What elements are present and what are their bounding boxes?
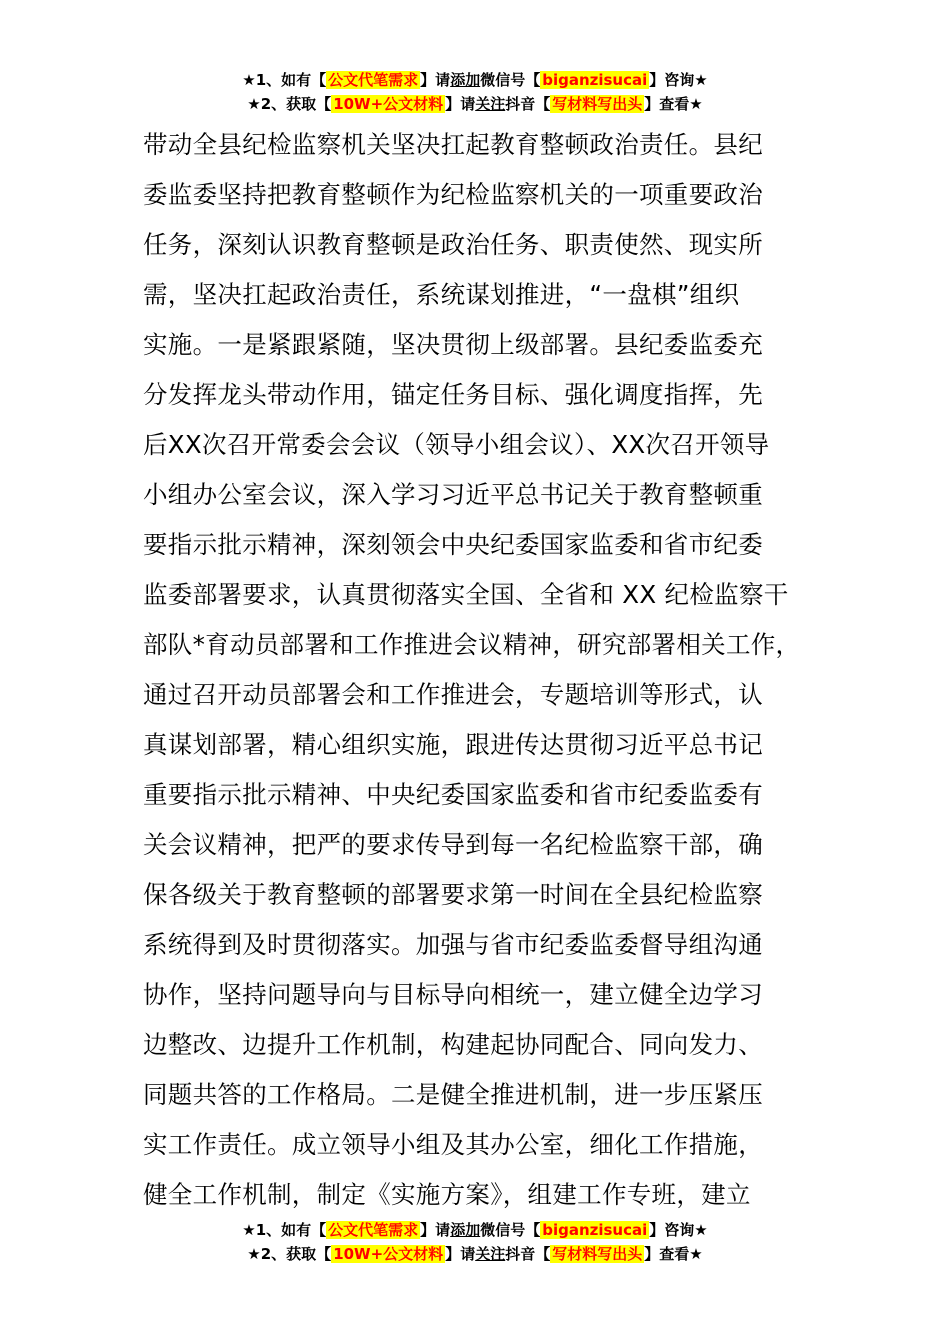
header-line-1-highlight-service: 公文代笔需求 bbox=[328, 71, 419, 89]
body-line: 分发挥龙头带动作用，锚定任务目标、强化调度指挥，先 bbox=[143, 380, 763, 409]
body-line: 带动全县纪检监察机关坚决扛起教育整顿政治责任。县纪 bbox=[143, 130, 763, 159]
header-line-2-pre: ★2、获取【 bbox=[247, 95, 332, 113]
footer-line-2-post: 】查看★ bbox=[644, 1245, 703, 1263]
body-line: 重要指示批示精神、中央纪委国家监委和省市纪委监委有 bbox=[143, 780, 763, 809]
body-line: 要指示批示精神，深刻领会中央纪委国家监委和省市纪委 bbox=[143, 530, 763, 559]
header-line-1-highlight-wechat: biganzisucai bbox=[542, 71, 648, 89]
body-line: 边整改、边提升工作机制，构建起协同配合、同向发力、 bbox=[143, 1030, 763, 1059]
footer-line-2-highlight-materials: 10W+公文材料 bbox=[333, 1245, 444, 1263]
body-line: 通过召开动员部署会和工作推进会，专题培训等形式，认 bbox=[143, 680, 763, 709]
body-line: 真谋划部署，精心组织实施，跟进传达贯彻习近平总书记 bbox=[143, 730, 763, 759]
footer-line-1-mid: 】请 bbox=[420, 1221, 451, 1239]
header-line-1-underlined: 添加 bbox=[450, 71, 481, 89]
document-body bbox=[143, 120, 833, 1220]
footer-banner bbox=[0, 1218, 950, 1266]
body-line: 监委部署要求，认真贯彻落实全国、全省和 XX 纪检监察干 bbox=[143, 580, 789, 609]
body-line: 需，坚决扛起政治责任，系统谋划推进，“一盘棋”组织 bbox=[143, 280, 740, 309]
header-line-2-mid2: 抖音【 bbox=[505, 95, 551, 113]
header-banner bbox=[0, 68, 950, 116]
footer-line-2-highlight-douyin: 写材料写出头 bbox=[552, 1245, 643, 1263]
header-line-2 bbox=[0, 92, 950, 116]
footer-line-1-highlight-service: 公文代笔需求 bbox=[328, 1221, 419, 1239]
body-line: 部队*育动员部署和工作推进会议精神，研究部署相关工作， bbox=[143, 630, 801, 659]
footer-line-1-mid2: 微信号【 bbox=[480, 1221, 541, 1239]
header-line-1-pre: ★1、如有【 bbox=[242, 71, 327, 89]
body-line: 保各级关于教育整顿的部署要求第一时间在全县纪检监察 bbox=[143, 880, 763, 909]
header-line-2-post: 】查看★ bbox=[644, 95, 703, 113]
body-line: 协作，坚持问题导向与目标导向相统一，建立健全边学习 bbox=[143, 980, 763, 1009]
footer-line-1 bbox=[0, 1218, 950, 1242]
body-line: 小组办公室会议，深入学习习近平总书记关于教育整顿重 bbox=[143, 480, 763, 509]
footer-line-2-mid: 】请 bbox=[445, 1245, 476, 1263]
footer-line-1-post: 】咨询★ bbox=[649, 1221, 708, 1239]
body-line: 任务，深刻认识教育整顿是政治任务、职责使然、现实所 bbox=[143, 230, 763, 259]
footer-line-2 bbox=[0, 1242, 950, 1266]
body-line: 实工作责任。成立领导小组及其办公室，细化工作措施， bbox=[143, 1130, 763, 1159]
header-line-1-post: 】咨询★ bbox=[649, 71, 708, 89]
body-line: 后XX次召开常委会会议（领导小组会议）、XX次召开领导 bbox=[143, 430, 770, 459]
footer-line-2-underlined: 关注 bbox=[475, 1245, 506, 1263]
header-line-2-highlight-douyin: 写材料写出头 bbox=[552, 95, 643, 113]
header-line-2-underlined: 关注 bbox=[475, 95, 506, 113]
body-line: 健全工作机制，制定《实施方案》，组建工作专班，建立 bbox=[143, 1180, 751, 1209]
footer-line-2-pre: ★2、获取【 bbox=[247, 1245, 332, 1263]
body-line: 同题共答的工作格局。二是健全推进机制，进一步压紧压 bbox=[143, 1080, 763, 1109]
header-line-1-mid2: 微信号【 bbox=[480, 71, 541, 89]
footer-line-1-highlight-wechat: biganzisucai bbox=[542, 1221, 648, 1239]
header-line-1 bbox=[0, 68, 950, 92]
header-line-2-mid: 】请 bbox=[445, 95, 476, 113]
body-line: 关会议精神，把严的要求传导到每一名纪检监察干部，确 bbox=[143, 830, 763, 859]
body-line: 系统得到及时贯彻落实。加强与省市纪委监委督导组沟通 bbox=[143, 930, 763, 959]
body-line: 实施。一是紧跟紧随，坚决贯彻上级部署。县纪委监委充 bbox=[143, 330, 763, 359]
footer-line-1-underlined: 添加 bbox=[450, 1221, 481, 1239]
body-line: 委监委坚持把教育整顿作为纪检监察机关的一项重要政治 bbox=[143, 180, 763, 209]
header-line-1-mid: 】请 bbox=[420, 71, 451, 89]
header-line-2-highlight-materials: 10W+公文材料 bbox=[333, 95, 444, 113]
footer-line-1-pre: ★1、如有【 bbox=[242, 1221, 327, 1239]
footer-line-2-mid2: 抖音【 bbox=[505, 1245, 551, 1263]
